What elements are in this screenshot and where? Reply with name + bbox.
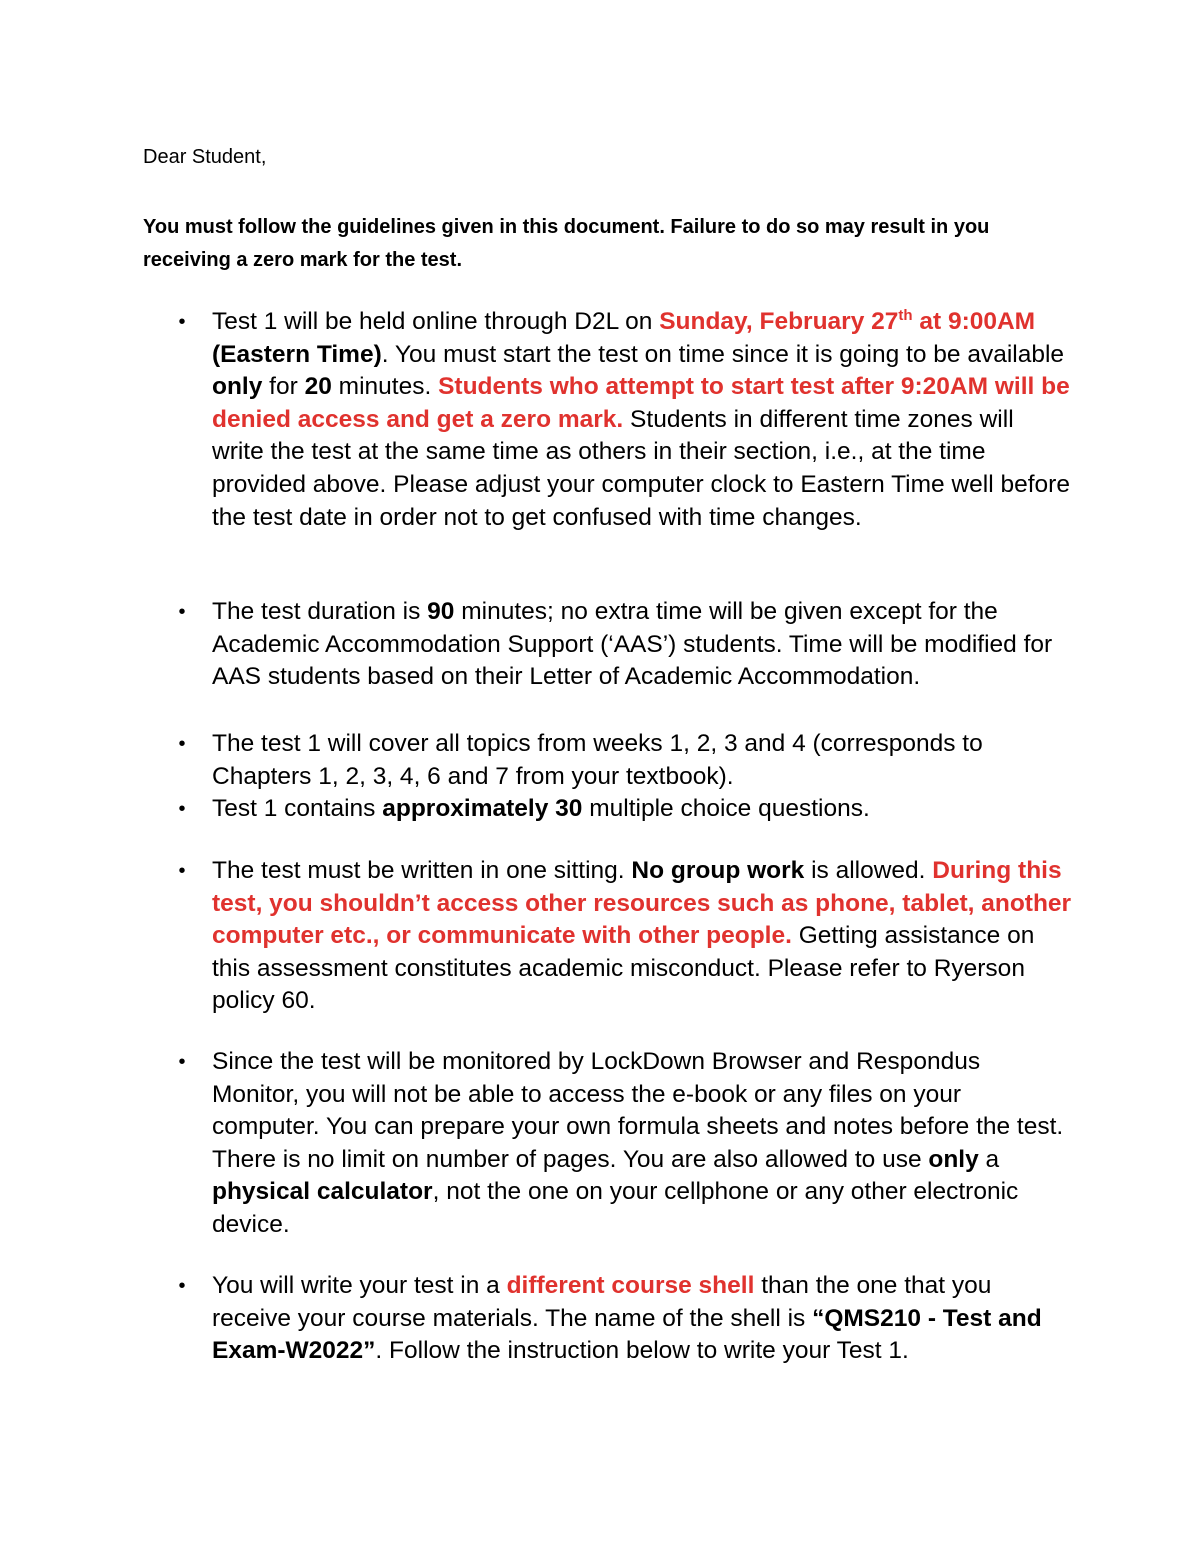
bullet-icon: •: [178, 311, 186, 333]
bullet-test-duration: • The test duration is 90 minutes; no extra time will be given except for the Academic Accommodation Support (‘AAS’) students. Time will be modified for AAS students based on their Letter of Academic Accommodation.: [212, 596, 1072, 694]
bullet-question-count: • Test 1 contains approximately 30 multiple choice questions.: [212, 793, 1072, 826]
bullet-icon: •: [178, 601, 186, 623]
course-shell-highlight: different course shell: [506, 1272, 755, 1299]
bullet-lockdown-browser: • Since the test will be monitored by LockDown Browser and Respondus Monitor, you will not be able to access the e-book or any files on your computer. You can prepare your own formula sheets and notes before the test. There is no limit on number of pages. You are also allowed to use only a physical calculator, not the one on your cellphone or any other electronic device.: [212, 1046, 1072, 1242]
bullet-icon: •: [178, 733, 186, 755]
greeting: Dear Student,: [143, 146, 267, 168]
resources-warning: During this test, you shouldn’t access other resources such as phone, tablet, another computer etc., or communicate with other people.: [212, 857, 1072, 950]
bullet-academic-integrity: • The test must be written in one sitting. No group work is allowed. During this test, you shouldn’t access other resources such as phone, tablet, another computer etc., or communicate with other people. Getting assistance on this assessment constitutes academic misconduct. Please refer to Ryerson policy 60.: [212, 855, 1072, 1018]
bullet-course-shell: • You will write your test in a different course shell than the one that you receive your course materials. The name of the shell is “QMS210 - Test and Exam-W2022”. Follow the instruction below to write your Test 1.: [212, 1270, 1072, 1368]
bullet-icon: •: [178, 798, 186, 820]
bullet-test-coverage: • The test 1 will cover all topics from weeks 1, 2, 3 and 4 (corresponds to Chapters 1, 2, 3, 4, 6 and 7 from your textbook).: [212, 728, 1072, 793]
bullet-icon: •: [178, 1051, 186, 1073]
course-shell-name: “QMS210 - Test and Exam-W2022”: [212, 1304, 1042, 1365]
time-zone: (Eastern Time): [212, 340, 382, 368]
bullet-test-schedule: • Test 1 will be held online through D2L on Sunday, February 27th at 9:00AM (Eastern Time). You must start the test on time since it is going to be available only for 20 minutes. Students who attempt to start test after 9:20AM will be denied access and get a zero mark. Students in different time zones will write the test at the same time as others in their section, i.e., at the time provided above. Please adjust your computer clock to Eastern Time well before the test date in order not to get confused with time changes.: [212, 306, 1072, 534]
bullet-icon: •: [178, 1275, 186, 1297]
test-date: Sunday, February 27th at 9:00AM: [659, 306, 1036, 335]
intro-warning: You must follow the guidelines given in this document. Failure to do so may result in you receiving a zero mark for the test.: [143, 216, 990, 271]
bullet-icon: •: [178, 860, 186, 882]
late-start-warning: Students who attempt to start test after 9:20AM will be denied access and get a zero mark.: [212, 373, 1070, 433]
